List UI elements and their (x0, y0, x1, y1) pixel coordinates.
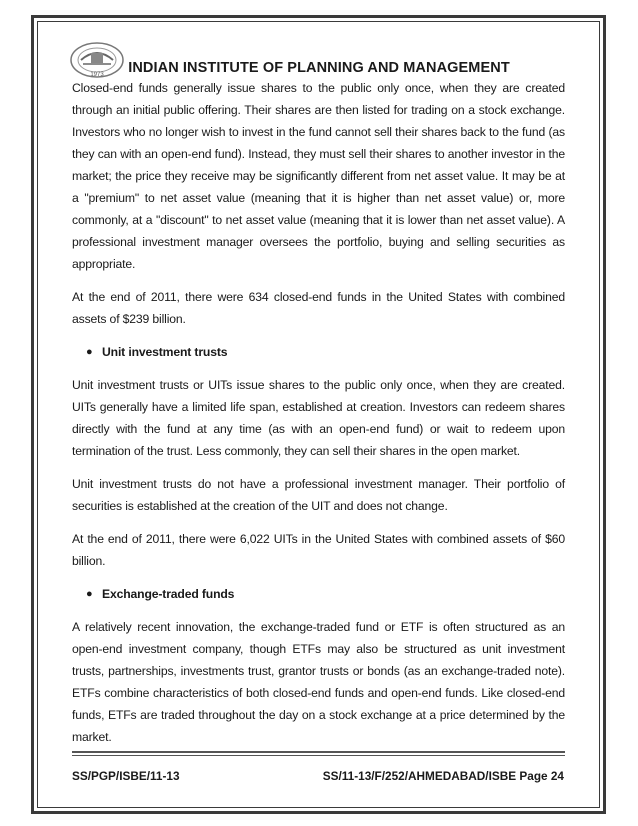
bullet-heading-unit-investment-trusts (72, 341, 565, 363)
footer-divider (72, 755, 565, 756)
footer-divider (72, 751, 565, 753)
paragraph: Unit investment trusts do not have a professional investment manager. Their portfolio of securities is established at the creation of the UIT and does not change. (72, 477, 565, 513)
bullet-heading-label: Unit investment trusts (102, 345, 228, 359)
document-body (72, 77, 565, 759)
footer-page-info: SS/11-13/F/252/AHMEDABAD/ISBE Page 24 (322, 769, 564, 783)
bullet-icon: ● (86, 346, 93, 358)
paragraph: At the end of 2011, there were 634 closed-end funds in the United States with combined assets of $239 billion. (72, 290, 565, 326)
bullet-heading-exchange-traded-funds (72, 583, 565, 605)
paragraph: At the end of 2011, there were 6,022 UITs in the United States with combined assets of $60 billion. (72, 532, 565, 568)
bullet-heading-label: Exchange-traded funds (102, 587, 235, 601)
paragraph: A relatively recent innovation, the exchange-traded fund or ETF is often structured as an open-end investment company, though ETFs may also be structured as unit investment trusts, partnerships, investments trust, grantor trusts or bonds (as an exchange-traded note). ETFs combine characteristics of both closed-end funds and open-end funds. Like closed-end funds, ETFs are traded throughout the day on a stock exchange at a price determined by the market. (72, 620, 565, 744)
bullet-icon: ● (86, 588, 93, 600)
paragraph: Unit investment trusts or UITs issue shares to the public only once, when they are created. UITs generally have a limited life span, established at creation. Investors can redeem shares directly with the fund at any time (as with an open-end fund) or wait to redeem upon termination of the trust. Less commonly, they can sell their shares in the open market. (72, 378, 565, 458)
paragraph: Closed-end funds generally issue shares to the public only once, when they are created through an initial public offering. Their shares are then listed for trading on a stock exchange. Investors who no longer wish to invest in the fund cannot sell their shares back to the fund (as they can with an open-end fund). Instead, they must sell their shares to another investor in the market; the price they receive may be significantly different from net asset value. It may be at a "premium" to net asset value (meaning that it is higher than net asset value) or, more commonly, at a "discount" to net asset value (meaning that it is lower than net asset value). A professional investment manager oversees the portfolio, buying and selling securities as appropriate. (72, 81, 565, 271)
page-header-title: INDIAN INSTITUTE OF PLANNING AND MANAGEMENT (128, 60, 510, 76)
logo-year: 1973 (90, 72, 104, 78)
footer-course-code: SS/PGP/ISBE/11-13 (72, 769, 180, 783)
